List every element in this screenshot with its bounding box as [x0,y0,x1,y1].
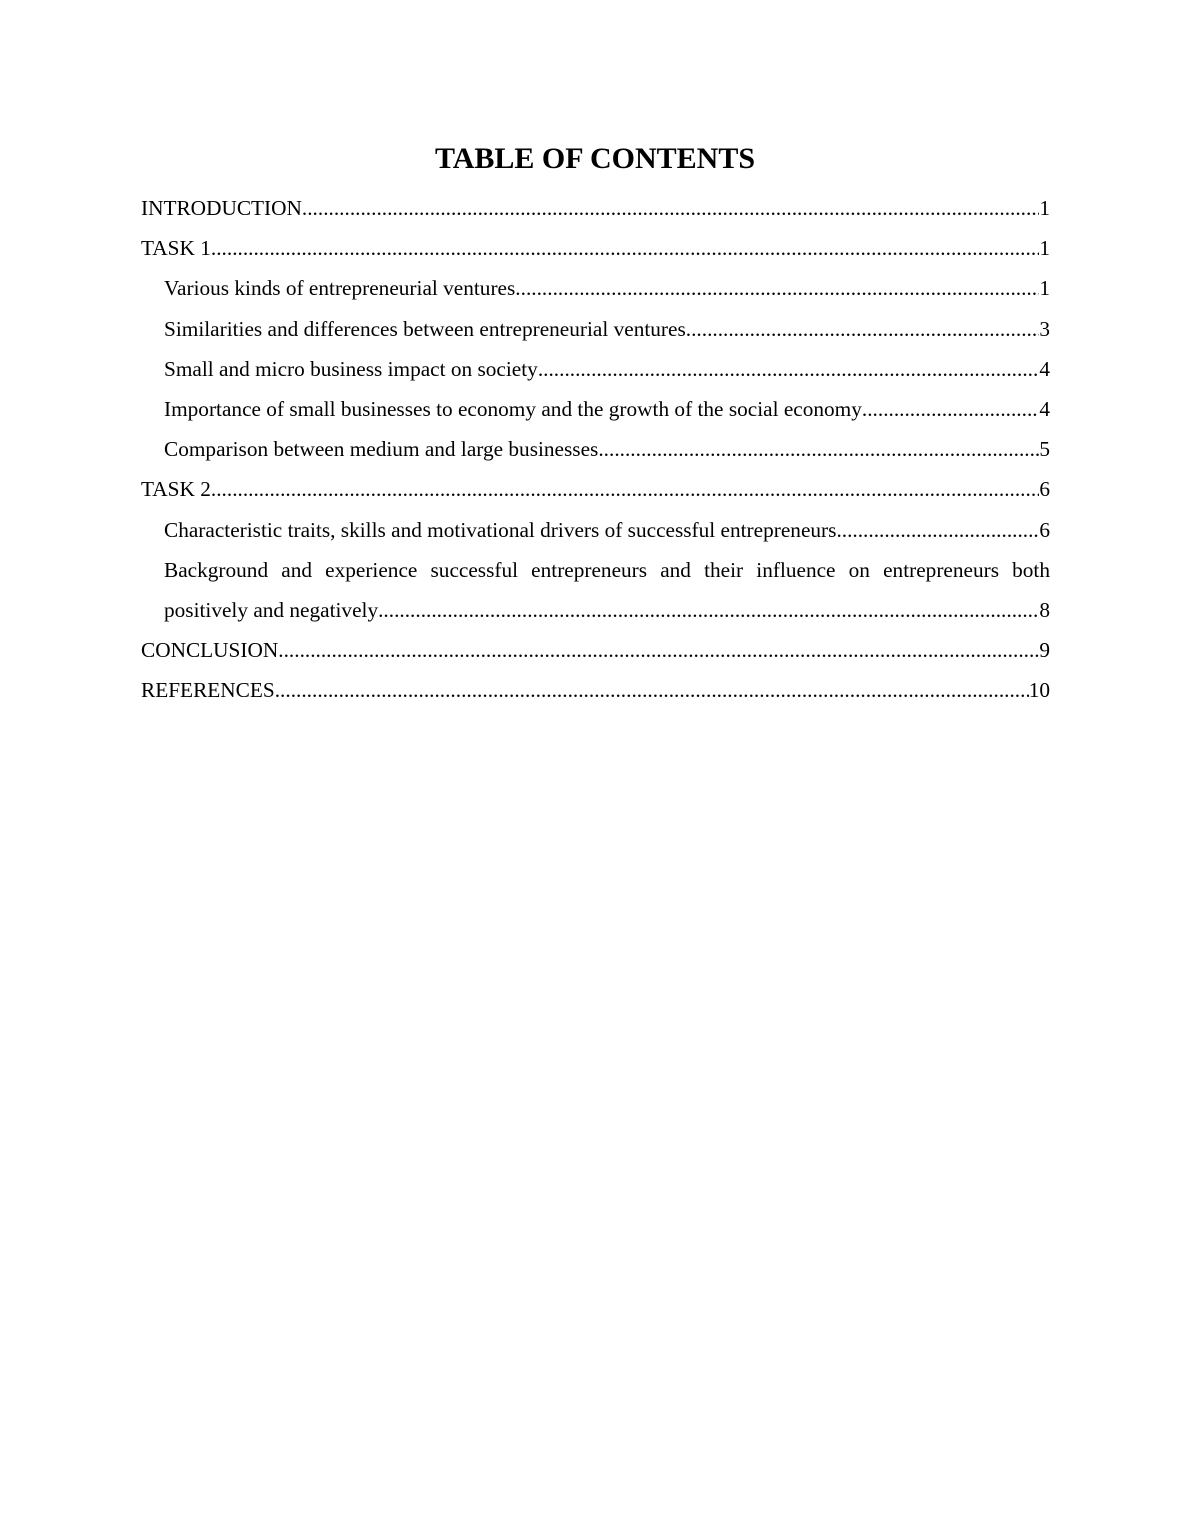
toc-entry-label: CONCLUSION [141,638,279,663]
toc-dot-leader [302,188,1039,228]
toc-entry-label-line-2: positively and negatively [164,598,379,623]
toc-entry-label: Importance of small businesses to economy and the growth of the social economy [164,397,862,422]
toc-dot-leader [538,349,1040,389]
toc-entry-characteristic-traits[interactable] [141,510,1050,550]
toc-entry-label: Small and micro business impact on society [164,356,538,381]
toc-entry-background-experience[interactable] [141,550,1050,630]
toc-page-number: 1 [1039,236,1050,261]
toc-page-number: 1 [1039,276,1050,301]
toc-entry-small-micro[interactable] [141,349,1050,389]
toc-page-number: 1 [1039,196,1050,220]
toc-page-number: 6 [1039,477,1050,502]
toc-page-number: 3 [1039,316,1050,341]
toc-entry-label: Similarities and differences between entrepreneurial ventures [164,316,686,341]
toc-dot-leader [836,510,1039,550]
toc-entry-label: REFERENCES [141,678,275,703]
toc-entry-various-kinds[interactable] [141,268,1050,308]
toc-entry-similarities[interactable] [141,309,1050,349]
toc-page-number: 6 [1039,517,1050,542]
toc-page-number: 8 [1039,598,1050,623]
toc-entry-task-2[interactable] [141,469,1050,509]
toc-page-number: 4 [1039,397,1050,422]
toc-dot-leader [211,469,1039,509]
toc-dot-leader [378,590,1039,630]
toc-entry-conclusion[interactable] [141,630,1050,670]
toc-dot-leader [515,268,1039,308]
toc-dot-leader [686,309,1040,349]
toc-page-number: 4 [1039,356,1050,381]
toc-entry-label: INTRODUCTION [141,196,302,220]
toc-page-number: 5 [1039,437,1050,462]
toc-entry-importance[interactable] [141,389,1050,429]
toc-dot-leader [862,389,1039,429]
toc-dot-leader [278,630,1039,670]
toc-entry-label-line-1: Background and experience successful entrepreneurs and their influence on entrepreneurs both [164,557,1050,582]
page-title: TABLE OF CONTENTS [434,142,756,175]
toc-dot-leader [598,429,1039,469]
toc-entry-introduction[interactable] [141,188,1050,228]
toc-entry-label: Comparison between medium and large businesses [164,437,599,462]
toc-dot-leader [211,228,1039,268]
toc-entry-task-1[interactable] [141,228,1050,268]
toc-entry-label: Characteristic traits, skills and motivational drivers of successful entrepreneurs [164,517,837,542]
toc-entry-references[interactable] [141,670,1050,710]
toc-entry-label: Various kinds of entrepreneurial ventures [164,276,516,301]
toc-entry-comparison[interactable] [141,429,1050,469]
toc-page-number: 9 [1039,638,1050,663]
toc-list [141,188,1050,711]
toc-entry-label: TASK 1 [141,236,211,261]
toc-dot-leader [275,670,1029,710]
toc-page-number: 10 [1028,678,1050,703]
toc-entry-label: TASK 2 [141,477,211,502]
